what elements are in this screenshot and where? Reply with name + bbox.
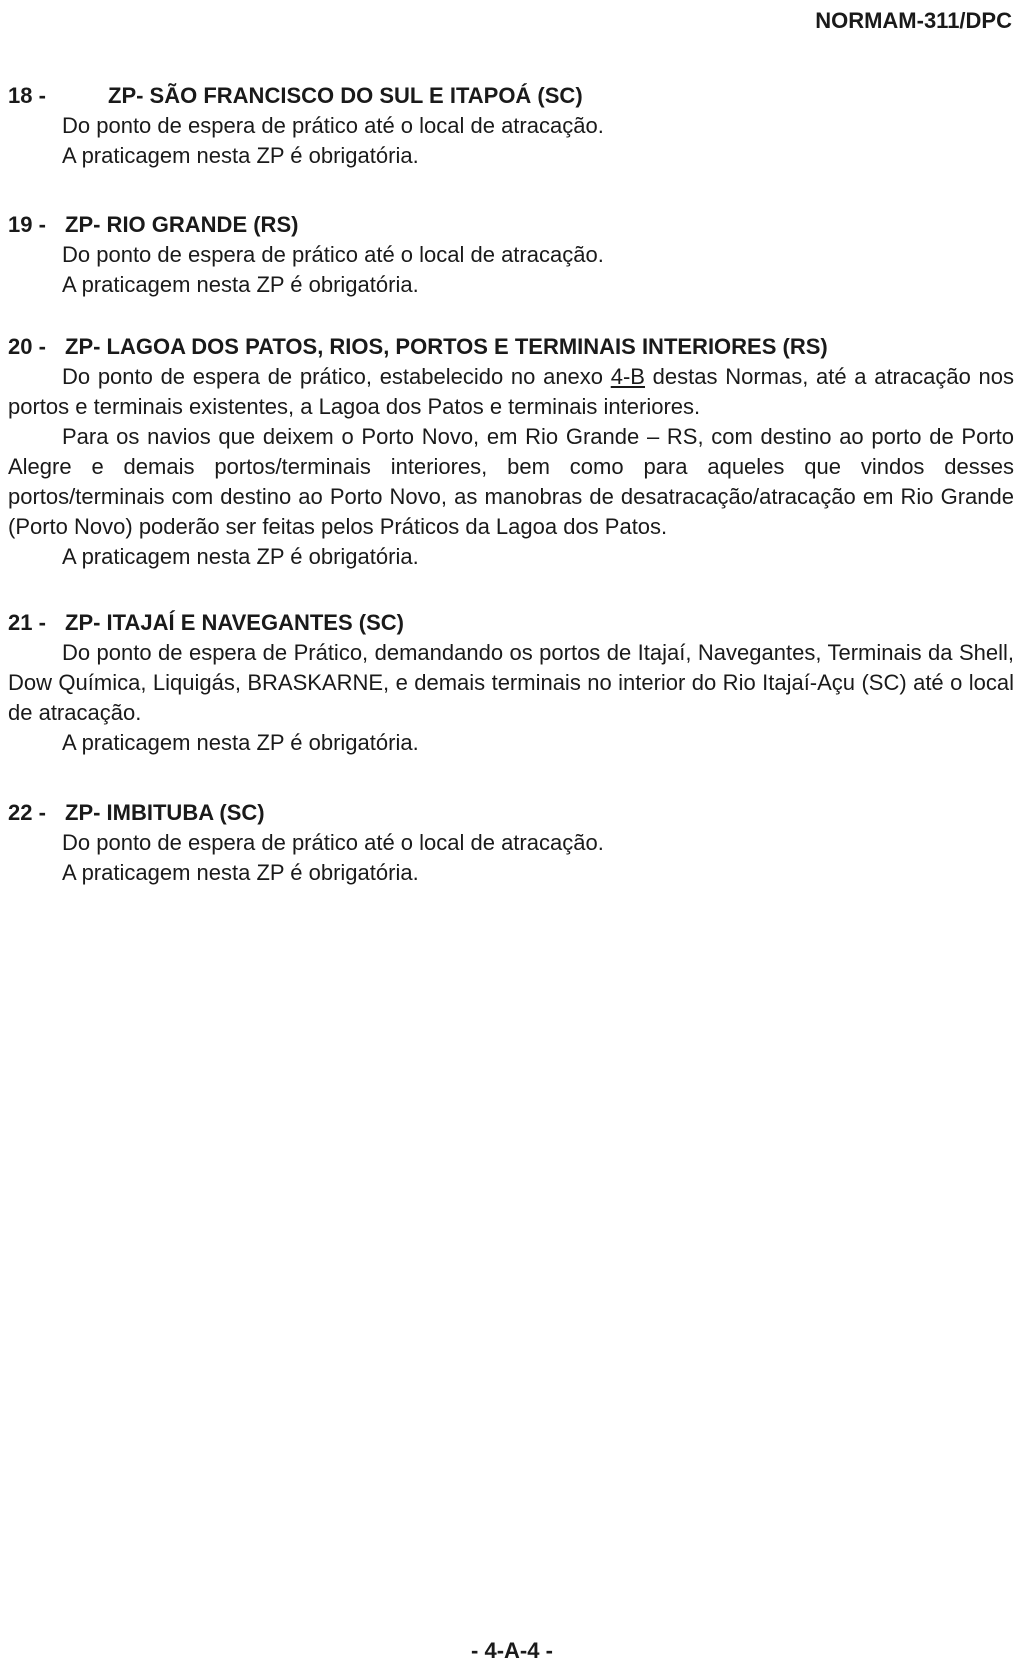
section-number: 21 - (8, 610, 46, 635)
obligation-note: A praticagem nesta ZP é obrigatória. (62, 143, 419, 168)
section-18-heading (8, 81, 1014, 111)
section-body-line: Do ponto de espera de prático até o local de atracação. (62, 242, 604, 267)
section-18 (8, 81, 1014, 171)
section-22-heading (8, 798, 1014, 828)
section-title: ZP- LAGOA DOS PATOS, RIOS, PORTOS E TERMINAIS INTERIORES (RS) (65, 334, 828, 359)
section-20-heading (8, 332, 1014, 362)
section-title: ZP- RIO GRANDE (RS) (65, 212, 299, 237)
paragraph-itajai: Do ponto de espera de Prático, demandando os portos de Itajaí, Navegantes, Terminais da Shell, Dow Química, Liquigás, BRASKARNE, e demais terminais no interior do Rio Itajaí-Açu (SC) até o local de atracação. (8, 640, 1014, 725)
section-19 (8, 210, 1014, 300)
document-code: NORMAM-311/DPC (815, 8, 1012, 33)
section-number: 19 - (8, 212, 46, 237)
section-body-line: Do ponto de espera de prático até o local de atracação. (62, 830, 604, 855)
paragraph-annex (8, 362, 1014, 422)
section-number: 18 - (8, 83, 46, 108)
section-body-line: Do ponto de espera de prático até o local de atracação. (62, 113, 604, 138)
section-title: ZP- ITAJAÍ E NAVEGANTES (SC) (65, 610, 404, 635)
section-title: ZP- IMBITUBA (SC) (65, 800, 265, 825)
section-19-heading (8, 210, 1014, 240)
paragraph-porto-novo: Para os navios que deixem o Porto Novo, em Rio Grande – RS, com destino ao porto de Porto Alegre e demais portos/terminais interiores, bem como para aqueles que vindos desses portos/terminais com destino ao Porto Novo, as manobras de desatracação/atracação em Rio Grande (Porto Novo) poderão ser feitas pelos Práticos da Lagoa dos Patos. (8, 424, 1014, 539)
section-number: 20 - (8, 334, 46, 359)
section-number: 22 - (8, 800, 46, 825)
paragraph-text: destas Normas, até a atracação nos portos e terminais existentes, a Lagoa dos Patos e terminais interiores. (8, 364, 1014, 419)
paragraph-text: Do ponto de espera de prático, estabelecido no anexo (62, 364, 611, 389)
obligation-note: A praticagem nesta ZP é obrigatória. (62, 860, 419, 885)
section-21-heading (8, 608, 1014, 638)
section-22 (8, 798, 1014, 888)
section-21 (8, 608, 1014, 758)
obligation-note: A praticagem nesta ZP é obrigatória. (62, 544, 419, 569)
section-title: ZP- SÃO FRANCISCO DO SUL E ITAPOÁ (SC) (108, 83, 583, 108)
obligation-note: A praticagem nesta ZP é obrigatória. (62, 730, 419, 755)
annex-reference: 4-B (610, 364, 645, 389)
obligation-note: A praticagem nesta ZP é obrigatória. (62, 272, 419, 297)
section-20 (8, 332, 1014, 572)
page-number: - 4-A-4 - (471, 1638, 553, 1663)
